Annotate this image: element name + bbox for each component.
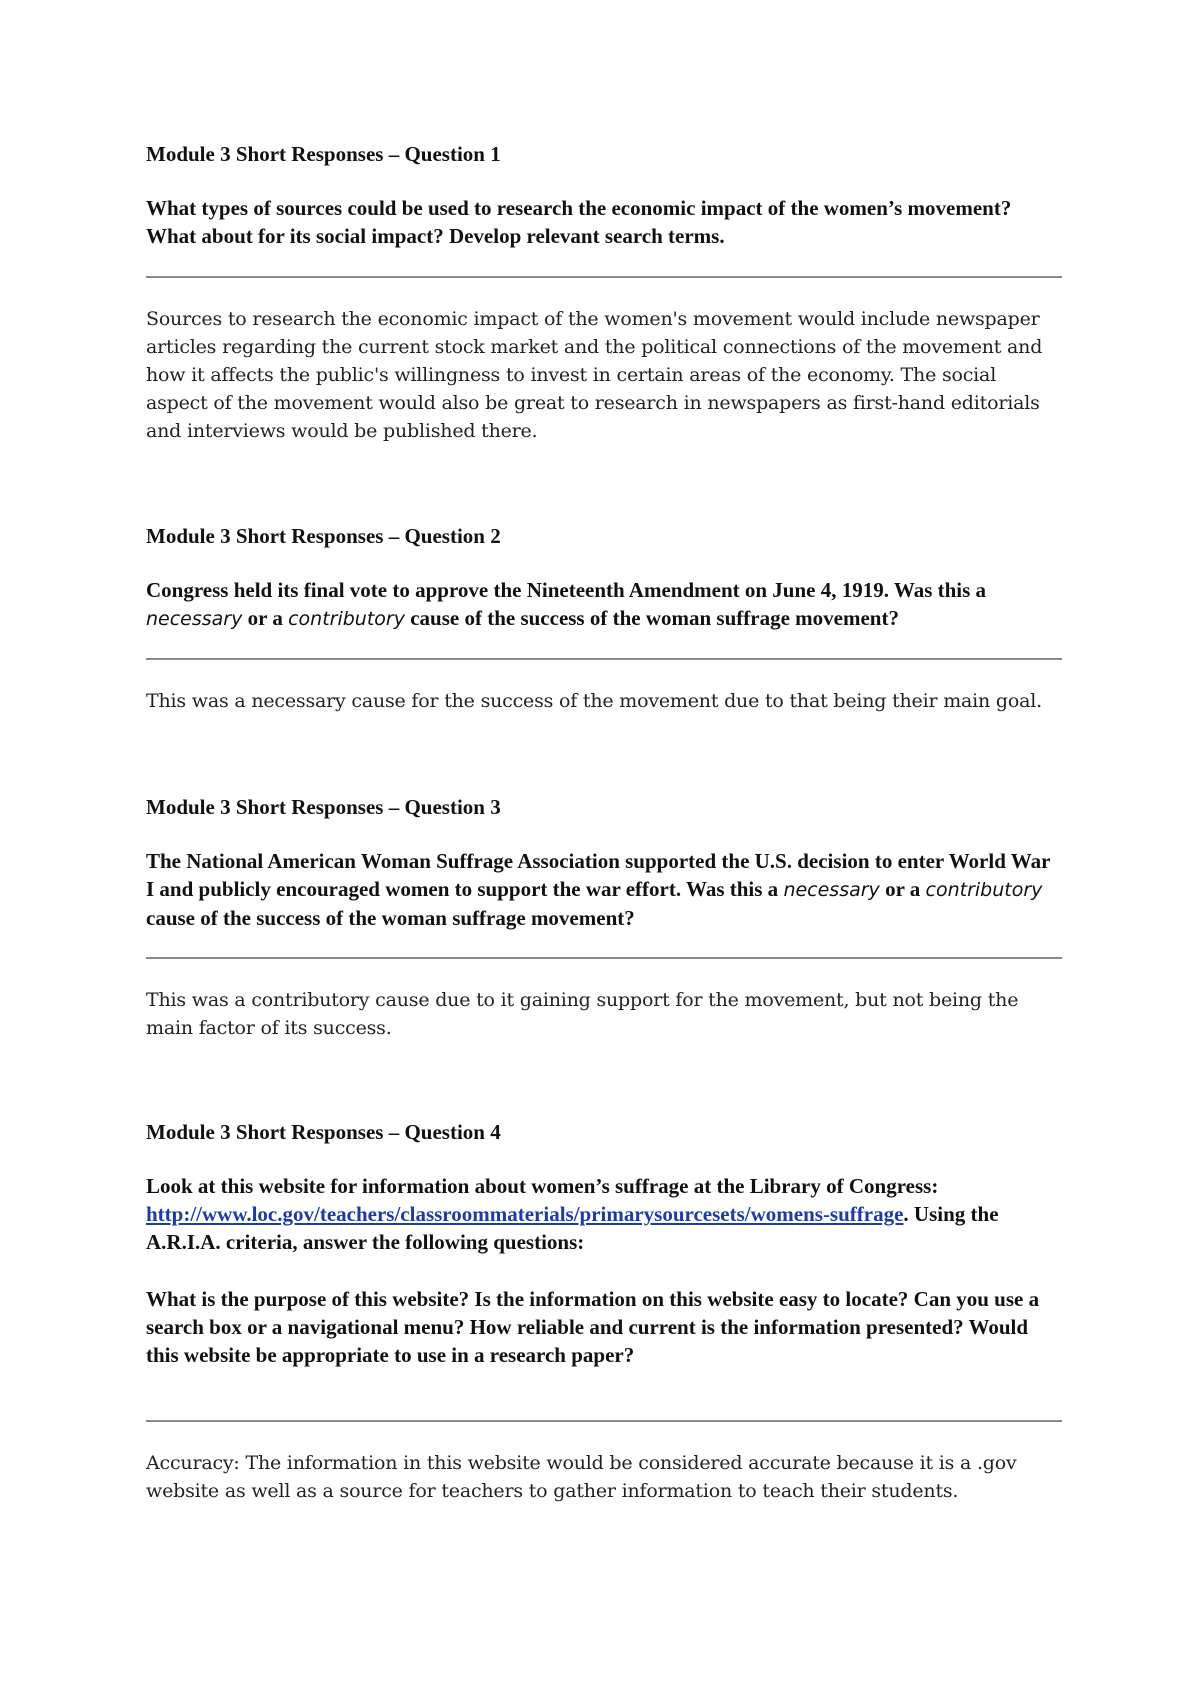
question-2-answer[interactable]: This was a necessary cause for the success of the movement due to that being their main goal. bbox=[146, 690, 1042, 712]
question-3-answer[interactable]: This was a contributory cause due to it gaining support for the movement, but not being the main factor of its success. bbox=[146, 989, 1019, 1039]
question-2-section bbox=[146, 522, 1062, 633]
question-4-prompt-part2: . Using the A.R.I.A. criteria, answer the following questions: bbox=[146, 1202, 999, 1254]
question-4-answer[interactable]: Accuracy: The information in this website would be considered accurate because it is a .gov website as well as a source for teachers to gather information to teach their students. bbox=[146, 1452, 1017, 1502]
question-1-heading: Module 3 Short Responses – Question 1 bbox=[146, 142, 501, 166]
question-1-section bbox=[146, 140, 1062, 250]
question-1-answer[interactable]: Sources to research the economic impact of the women's movement would include newspaper articles regarding the current stock market and the political connections of the movement and how it affects the public's willingness to invest in certain areas of the economy. The social aspect of the movement would also be great to research in newspapers as first-hand editorials and interviews would be published there. bbox=[146, 308, 1043, 442]
question-3-necessary: necessary bbox=[783, 879, 880, 901]
question-2-or-a: or a bbox=[242, 606, 289, 630]
question-2-necessary: necessary bbox=[146, 608, 243, 630]
question-2-prompt-part2: cause of the success of the woman suffrage movement? bbox=[404, 606, 899, 630]
question-1-divider bbox=[146, 276, 1062, 278]
question-1-answer-block bbox=[146, 305, 1062, 445]
question-4-prompt bbox=[146, 1172, 1062, 1256]
question-3-prompt bbox=[146, 847, 1062, 932]
question-2-prompt bbox=[146, 576, 1062, 633]
question-4-section bbox=[146, 1118, 1062, 1369]
question-2-answer-block bbox=[146, 687, 1062, 715]
question-2-contributory: contributory bbox=[288, 608, 405, 630]
question-3-prompt-part2: cause of the success of the woman suffrage movement? bbox=[146, 906, 635, 930]
question-4-divider bbox=[146, 1420, 1062, 1422]
question-3-heading: Module 3 Short Responses – Question 3 bbox=[146, 795, 501, 819]
question-4-answer-block bbox=[146, 1449, 1062, 1505]
question-3-prompt-part1: The National American Woman Suffrage Association supported the U.S. decision to enter World War I and publicly encouraged women to support the war effort. Was this a bbox=[146, 849, 1051, 901]
question-4-subquestions: What is the purpose of this website? Is the information on this website easy to locate? Can you use a search box or a navigational menu? How reliable and current is the information presented? Would this website be appropriate to use in a research paper? bbox=[146, 1287, 1040, 1367]
question-4-heading: Module 3 Short Responses – Question 4 bbox=[146, 1120, 501, 1144]
question-2-heading: Module 3 Short Responses – Question 2 bbox=[146, 524, 501, 548]
question-2-divider bbox=[146, 658, 1062, 660]
question-4-prompt-part1: Look at this website for information about women’s suffrage at the Library of Congress: bbox=[146, 1174, 939, 1198]
question-3-section bbox=[146, 793, 1062, 932]
question-1-prompt: What types of sources could be used to research the economic impact of the women’s movement? What about for its social impact? Develop relevant search terms. bbox=[146, 196, 1012, 248]
question-3-answer-block bbox=[146, 986, 1062, 1042]
question-3-divider bbox=[146, 957, 1062, 959]
question-3-or-a: or a bbox=[879, 877, 926, 901]
question-2-prompt-part1: Congress held its final vote to approve the Nineteenth Amendment on June 4, 1919. Was this a bbox=[146, 578, 987, 602]
question-3-contributory: contributory bbox=[925, 879, 1043, 901]
loc-womens-suffrage-link[interactable]: http://www.loc.gov/teachers/classroommaterials/primarysourcesets/womens-suffrage bbox=[146, 1202, 904, 1226]
